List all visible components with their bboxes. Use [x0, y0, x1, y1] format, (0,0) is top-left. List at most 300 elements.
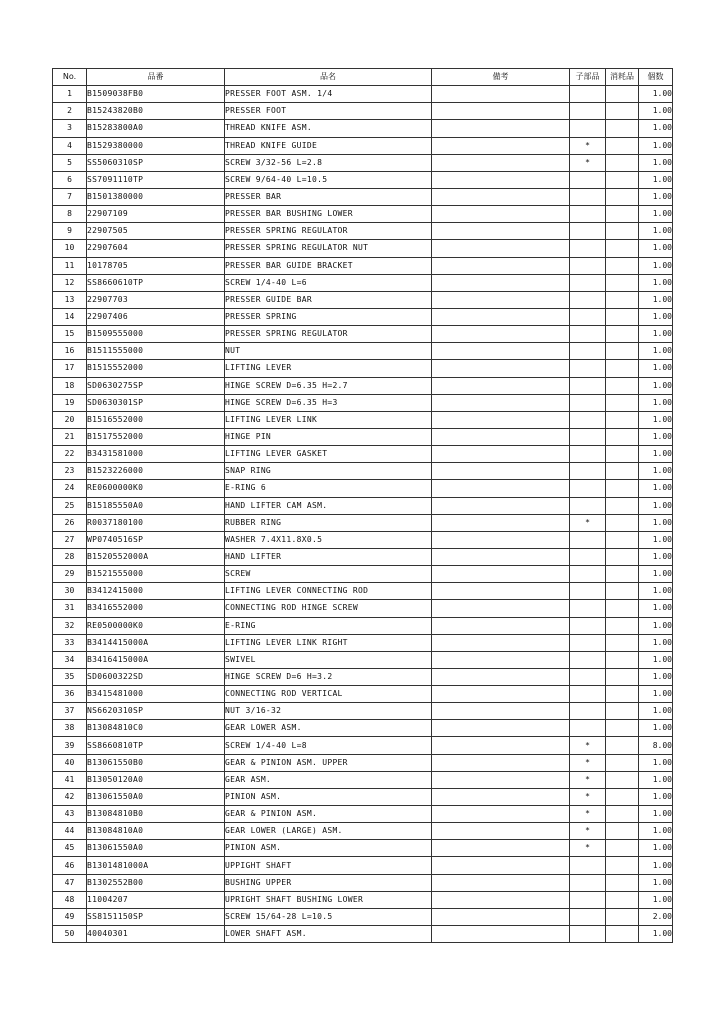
remarks-cell	[432, 634, 570, 651]
consumable-mark	[606, 103, 639, 120]
part-name: LIFTING LEVER LINK RIGHT	[225, 634, 432, 651]
part-number: SD0630275SP	[87, 377, 225, 394]
quantity: 1.00	[639, 223, 673, 240]
part-number: B1509555000	[87, 326, 225, 343]
sub-part-mark: *	[570, 771, 606, 788]
part-number: 22907604	[87, 240, 225, 257]
table-row	[53, 188, 673, 205]
part-number: B3415481000	[87, 686, 225, 703]
remarks-cell	[432, 891, 570, 908]
remarks-cell	[432, 343, 570, 360]
parts-list-table	[52, 68, 673, 943]
row-number: 39	[53, 737, 87, 754]
part-number: SS8660610TP	[87, 274, 225, 291]
sub-part-mark: *	[570, 737, 606, 754]
row-number: 12	[53, 274, 87, 291]
part-number: 22907505	[87, 223, 225, 240]
part-name: BUSHING UPPER	[225, 874, 432, 891]
part-number: B13050120A0	[87, 771, 225, 788]
part-number: B3416415000A	[87, 651, 225, 668]
remarks-cell	[432, 411, 570, 428]
part-name: HINGE SCREW D=6.35 H=2.7	[225, 377, 432, 394]
part-number: NS6620310SP	[87, 703, 225, 720]
table-row	[53, 806, 673, 823]
part-number: B3431581000	[87, 446, 225, 463]
remarks-cell	[432, 154, 570, 171]
table-row	[53, 240, 673, 257]
row-number: 18	[53, 377, 87, 394]
row-number: 24	[53, 480, 87, 497]
part-number: B13084810A0	[87, 823, 225, 840]
consumable-mark	[606, 497, 639, 514]
sub-part-mark	[570, 908, 606, 925]
sub-part-mark	[570, 600, 606, 617]
table-row	[53, 634, 673, 651]
sub-part-mark	[570, 206, 606, 223]
table-row	[53, 788, 673, 805]
row-number: 22	[53, 446, 87, 463]
part-number: B15283800A0	[87, 120, 225, 137]
row-number: 4	[53, 137, 87, 154]
sub-part-mark: *	[570, 806, 606, 823]
table-row	[53, 326, 673, 343]
table-row	[53, 223, 673, 240]
table-row	[53, 754, 673, 771]
quantity: 8.00	[639, 737, 673, 754]
row-number: 7	[53, 188, 87, 205]
row-number: 29	[53, 566, 87, 583]
table-row	[53, 428, 673, 445]
table-row	[53, 446, 673, 463]
remarks-cell	[432, 223, 570, 240]
table-row	[53, 480, 673, 497]
row-number: 9	[53, 223, 87, 240]
part-name: NUT 3/16-32	[225, 703, 432, 720]
table-row	[53, 566, 673, 583]
part-number: B1517552000	[87, 428, 225, 445]
consumable-mark	[606, 600, 639, 617]
row-number: 41	[53, 771, 87, 788]
table-row	[53, 291, 673, 308]
part-number: B3416552000	[87, 600, 225, 617]
row-number: 32	[53, 617, 87, 634]
remarks-cell	[432, 257, 570, 274]
header-part-name: 品名	[225, 69, 432, 86]
row-number: 16	[53, 343, 87, 360]
consumable-mark	[606, 343, 639, 360]
row-number: 5	[53, 154, 87, 171]
quantity: 1.00	[639, 823, 673, 840]
part-number: B3414415000A	[87, 634, 225, 651]
consumable-mark	[606, 274, 639, 291]
sub-part-mark	[570, 120, 606, 137]
part-name: HAND LIFTER CAM ASM.	[225, 497, 432, 514]
header-part-number: 品番	[87, 69, 225, 86]
quantity: 1.00	[639, 874, 673, 891]
quantity: 1.00	[639, 240, 673, 257]
consumable-mark	[606, 651, 639, 668]
consumable-mark	[606, 120, 639, 137]
sub-part-mark	[570, 497, 606, 514]
part-name: SWIVEL	[225, 651, 432, 668]
quantity: 1.00	[639, 360, 673, 377]
remarks-cell	[432, 446, 570, 463]
quantity: 1.00	[639, 497, 673, 514]
sub-part-mark	[570, 651, 606, 668]
part-number: B1501380000	[87, 188, 225, 205]
sub-part-mark	[570, 634, 606, 651]
remarks-cell	[432, 137, 570, 154]
quantity: 1.00	[639, 548, 673, 565]
table-row	[53, 137, 673, 154]
part-name: GEAR ASM.	[225, 771, 432, 788]
part-number: 22907703	[87, 291, 225, 308]
remarks-cell	[432, 686, 570, 703]
remarks-cell	[432, 583, 570, 600]
part-number: B3412415000	[87, 583, 225, 600]
row-number: 44	[53, 823, 87, 840]
quantity: 1.00	[639, 411, 673, 428]
consumable-mark	[606, 806, 639, 823]
quantity: 1.00	[639, 480, 673, 497]
part-name: PRESSER SPRING REGULATOR	[225, 223, 432, 240]
quantity: 1.00	[639, 206, 673, 223]
part-number: B13084810B0	[87, 806, 225, 823]
quantity: 1.00	[639, 788, 673, 805]
row-number: 36	[53, 686, 87, 703]
consumable-mark	[606, 446, 639, 463]
part-number: 22907406	[87, 308, 225, 325]
remarks-cell	[432, 463, 570, 480]
remarks-cell	[432, 566, 570, 583]
row-number: 1	[53, 86, 87, 103]
sub-part-mark	[570, 891, 606, 908]
sub-part-mark	[570, 377, 606, 394]
sub-part-mark	[570, 257, 606, 274]
row-number: 2	[53, 103, 87, 120]
row-number: 38	[53, 720, 87, 737]
consumable-mark	[606, 771, 639, 788]
table-row	[53, 874, 673, 891]
quantity: 1.00	[639, 428, 673, 445]
remarks-cell	[432, 428, 570, 445]
part-name: THREAD KNIFE GUIDE	[225, 137, 432, 154]
table-row	[53, 171, 673, 188]
part-name: PRESSER BAR	[225, 188, 432, 205]
part-number: WP0740516SP	[87, 531, 225, 548]
sub-part-mark	[570, 463, 606, 480]
table-row	[53, 908, 673, 925]
part-name: PRESSER SPRING REGULATOR NUT	[225, 240, 432, 257]
sub-part-mark	[570, 394, 606, 411]
sub-part-mark	[570, 857, 606, 874]
consumable-mark	[606, 377, 639, 394]
table-row	[53, 840, 673, 857]
remarks-cell	[432, 548, 570, 565]
consumable-mark	[606, 463, 639, 480]
part-name: SCREW 1/4-40 L=6	[225, 274, 432, 291]
part-number: B1509038FB0	[87, 86, 225, 103]
row-number: 28	[53, 548, 87, 565]
table-row	[53, 514, 673, 531]
remarks-cell	[432, 531, 570, 548]
quantity: 1.00	[639, 806, 673, 823]
quantity: 1.00	[639, 840, 673, 857]
part-number: B15185550A0	[87, 497, 225, 514]
consumable-mark	[606, 737, 639, 754]
consumable-mark	[606, 634, 639, 651]
sub-part-mark: *	[570, 754, 606, 771]
sub-part-mark	[570, 926, 606, 943]
table-row	[53, 377, 673, 394]
header-quantity: 個数	[639, 69, 673, 86]
part-name: HINGE SCREW D=6 H=3.2	[225, 668, 432, 685]
consumable-mark	[606, 514, 639, 531]
consumable-mark	[606, 326, 639, 343]
part-name: SCREW	[225, 566, 432, 583]
row-number: 13	[53, 291, 87, 308]
table-row	[53, 86, 673, 103]
remarks-cell	[432, 720, 570, 737]
table-row	[53, 103, 673, 120]
table-row	[53, 463, 673, 480]
remarks-cell	[432, 651, 570, 668]
consumable-mark	[606, 360, 639, 377]
consumable-mark	[606, 857, 639, 874]
quantity: 1.00	[639, 291, 673, 308]
part-name: PRESSER GUIDE BAR	[225, 291, 432, 308]
part-number: B1301481000A	[87, 857, 225, 874]
sub-part-mark	[570, 703, 606, 720]
consumable-mark	[606, 188, 639, 205]
part-number: SS7091110TP	[87, 171, 225, 188]
part-name: PRESSER BAR BUSHING LOWER	[225, 206, 432, 223]
table-row	[53, 600, 673, 617]
remarks-cell	[432, 188, 570, 205]
quantity: 1.00	[639, 188, 673, 205]
part-name: PRESSER BAR GUIDE BRACKET	[225, 257, 432, 274]
table-row	[53, 651, 673, 668]
quantity: 1.00	[639, 514, 673, 531]
consumable-mark	[606, 874, 639, 891]
row-number: 30	[53, 583, 87, 600]
part-name: LIFTING LEVER	[225, 360, 432, 377]
consumable-mark	[606, 86, 639, 103]
remarks-cell	[432, 377, 570, 394]
part-name: SCREW 3/32-56 L=2.8	[225, 154, 432, 171]
consumable-mark	[606, 171, 639, 188]
table-row	[53, 308, 673, 325]
remarks-cell	[432, 326, 570, 343]
sub-part-mark	[570, 548, 606, 565]
header-sub-part: 子部品	[570, 69, 606, 86]
quantity: 1.00	[639, 617, 673, 634]
part-number: B13061550B0	[87, 754, 225, 771]
quantity: 1.00	[639, 343, 673, 360]
sub-part-mark	[570, 720, 606, 737]
sub-part-mark	[570, 240, 606, 257]
part-name: SCREW 9/64-40 L=10.5	[225, 171, 432, 188]
row-number: 10	[53, 240, 87, 257]
remarks-cell	[432, 206, 570, 223]
remarks-cell	[432, 874, 570, 891]
part-name: NUT	[225, 343, 432, 360]
part-number: B13061550A0	[87, 788, 225, 805]
quantity: 1.00	[639, 326, 673, 343]
row-number: 20	[53, 411, 87, 428]
sub-part-mark	[570, 874, 606, 891]
remarks-cell	[432, 274, 570, 291]
part-number: 11004207	[87, 891, 225, 908]
sub-part-mark	[570, 343, 606, 360]
consumable-mark	[606, 686, 639, 703]
part-number: B1523226000	[87, 463, 225, 480]
sub-part-mark	[570, 480, 606, 497]
row-number: 37	[53, 703, 87, 720]
part-number: 10178705	[87, 257, 225, 274]
quantity: 1.00	[639, 583, 673, 600]
remarks-cell	[432, 600, 570, 617]
remarks-cell	[432, 754, 570, 771]
table-row	[53, 120, 673, 137]
remarks-cell	[432, 737, 570, 754]
row-number: 43	[53, 806, 87, 823]
row-number: 26	[53, 514, 87, 531]
remarks-cell	[432, 823, 570, 840]
row-number: 50	[53, 926, 87, 943]
quantity: 1.00	[639, 857, 673, 874]
table-row	[53, 257, 673, 274]
consumable-mark	[606, 840, 639, 857]
table-row	[53, 360, 673, 377]
consumable-mark	[606, 908, 639, 925]
sub-part-mark	[570, 86, 606, 103]
part-name: PRESSER FOOT	[225, 103, 432, 120]
quantity: 1.00	[639, 394, 673, 411]
consumable-mark	[606, 703, 639, 720]
quantity: 1.00	[639, 120, 673, 137]
part-number: SS5060310SP	[87, 154, 225, 171]
table-row	[53, 531, 673, 548]
row-number: 25	[53, 497, 87, 514]
part-number: 22907109	[87, 206, 225, 223]
table-row	[53, 206, 673, 223]
sub-part-mark: *	[570, 514, 606, 531]
consumable-mark	[606, 926, 639, 943]
table-row	[53, 737, 673, 754]
part-name: E-RING	[225, 617, 432, 634]
part-number: RE0500000K0	[87, 617, 225, 634]
consumable-mark	[606, 223, 639, 240]
table-row	[53, 857, 673, 874]
table-row	[53, 617, 673, 634]
row-number: 15	[53, 326, 87, 343]
header-row	[53, 69, 673, 86]
part-number: B1529380000	[87, 137, 225, 154]
part-name: THREAD KNIFE ASM.	[225, 120, 432, 137]
table-row	[53, 668, 673, 685]
sub-part-mark	[570, 223, 606, 240]
part-name: GEAR & PINION ASM. UPPER	[225, 754, 432, 771]
part-name: SNAP RING	[225, 463, 432, 480]
quantity: 1.00	[639, 600, 673, 617]
part-name: UPPIGHT SHAFT	[225, 857, 432, 874]
table-row	[53, 411, 673, 428]
table-row	[53, 154, 673, 171]
quantity: 1.00	[639, 308, 673, 325]
part-name: CONNECTING ROD VERTICAL	[225, 686, 432, 703]
part-name: SCREW 15/64-28 L=10.5	[225, 908, 432, 925]
row-number: 31	[53, 600, 87, 617]
sub-part-mark	[570, 566, 606, 583]
quantity: 1.00	[639, 754, 673, 771]
remarks-cell	[432, 240, 570, 257]
table-row	[53, 891, 673, 908]
part-name: LIFTING LEVER GASKET	[225, 446, 432, 463]
quantity: 1.00	[639, 86, 673, 103]
quantity: 1.00	[639, 720, 673, 737]
sub-part-mark	[570, 103, 606, 120]
part-name: RUBBER RING	[225, 514, 432, 531]
sub-part-mark	[570, 308, 606, 325]
quantity: 1.00	[639, 171, 673, 188]
row-number: 49	[53, 908, 87, 925]
part-number: SS8660810TP	[87, 737, 225, 754]
table-row	[53, 926, 673, 943]
part-number: B15243820B0	[87, 103, 225, 120]
sub-part-mark: *	[570, 137, 606, 154]
part-number: B1302552B00	[87, 874, 225, 891]
sub-part-mark	[570, 274, 606, 291]
sub-part-mark: *	[570, 788, 606, 805]
consumable-mark	[606, 891, 639, 908]
row-number: 34	[53, 651, 87, 668]
part-name: PRESSER FOOT ASM. 1/4	[225, 86, 432, 103]
part-number: 40040301	[87, 926, 225, 943]
row-number: 47	[53, 874, 87, 891]
table-row	[53, 686, 673, 703]
row-number: 45	[53, 840, 87, 857]
row-number: 17	[53, 360, 87, 377]
row-number: 33	[53, 634, 87, 651]
consumable-mark	[606, 394, 639, 411]
sub-part-mark	[570, 360, 606, 377]
quantity: 1.00	[639, 926, 673, 943]
remarks-cell	[432, 788, 570, 805]
row-number: 40	[53, 754, 87, 771]
part-number: R0037180100	[87, 514, 225, 531]
quantity: 1.00	[639, 531, 673, 548]
remarks-cell	[432, 171, 570, 188]
row-number: 19	[53, 394, 87, 411]
part-number: B1521555000	[87, 566, 225, 583]
consumable-mark	[606, 154, 639, 171]
sub-part-mark	[570, 171, 606, 188]
quantity: 1.00	[639, 651, 673, 668]
part-number: B1511555000	[87, 343, 225, 360]
quantity: 1.00	[639, 891, 673, 908]
table-row	[53, 548, 673, 565]
row-number: 48	[53, 891, 87, 908]
remarks-cell	[432, 120, 570, 137]
consumable-mark	[606, 308, 639, 325]
table-row	[53, 720, 673, 737]
row-number: 35	[53, 668, 87, 685]
sub-part-mark	[570, 446, 606, 463]
row-number: 14	[53, 308, 87, 325]
part-name: PRESSER SPRING REGULATOR	[225, 326, 432, 343]
table-row	[53, 343, 673, 360]
